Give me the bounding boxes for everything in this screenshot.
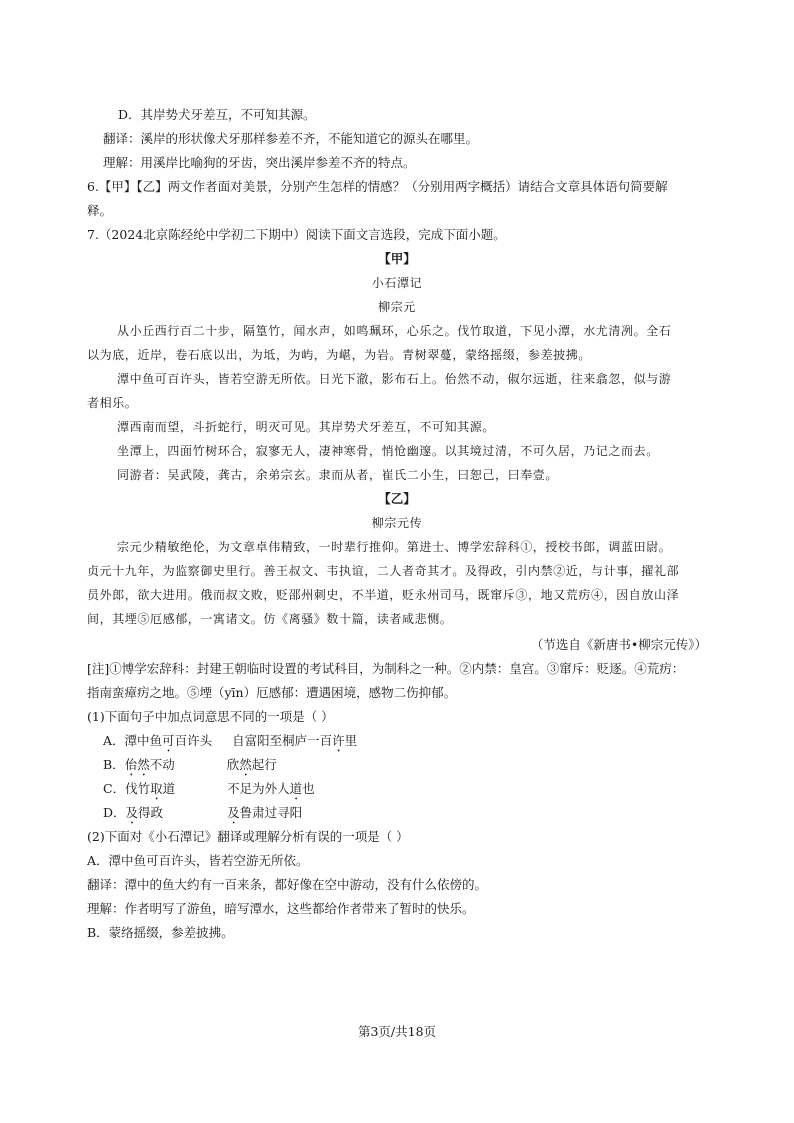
passage-yi-line: 间，其堙⑤厄感郁，一寓诸文。仿《离骚》数十篇，读者咸悲恻。: [87, 612, 453, 626]
subquestion-1-option-c: C．伐竹取道 不足为外人道也: [103, 781, 315, 796]
passage-jia-marker: 【甲】: [378, 251, 416, 266]
q5-option-d: D．其岸势犬牙差互，不可知其源。: [118, 107, 316, 122]
passage-yi-line: 员外郎，欲大进用。俄而叔文败，贬邵州刺史，不半道，贬永州司马，既窜斥③，地又荒疠④，因自放山泽: [87, 588, 680, 602]
subquestion-2-stem: (2)下面对《小石潭记》翻译或理解分析有误的一项是（ ）: [87, 829, 409, 844]
passage-jia-line: 潭西南而望，斗折蛇行，明灭可见。其岸势犬牙差互，不可知其源。: [117, 420, 496, 434]
passage-jia-author: 柳宗元: [378, 300, 416, 314]
q5-option-d-understanding: 理解：用溪岸比喻狗的牙齿，突出溪岸参差不齐的特点。: [103, 155, 416, 170]
question-7-intro: 7.（2024北京陈经纶中学初二下期中）阅读下面文言选段，完成下面小题。: [87, 227, 506, 242]
page-number: 第3页/共18页: [357, 1024, 437, 1039]
subquestion-2-option-b: B．蒙络摇缀，参差披拂。: [87, 925, 234, 940]
passage-jia-line: 潭中鱼可百许头，皆若空游无所依。日光下澈，影布石上。佁然不动，俶尔远逝，往来翕忽，似与游: [117, 372, 672, 386]
subquestion-1-option-b: B．佁然不动 欣然起行: [103, 757, 277, 772]
passage-jia-line: 坐潭上，四面竹树环合，寂寥无人，凄神寒骨，悄怆幽邃。以其境过清，不可久居，乃记之而去。: [117, 444, 659, 458]
subquestion-1-option-d: D．及得政 及鲁肃过寻阳: [103, 805, 303, 820]
subquestion-1-option-a: A．潭中鱼可百许头 自富阳至桐庐一百许里: [103, 733, 358, 748]
notes-line1: [注]①博学宏辞科：封建王朝临时设置的考试科目，为制科之一种。②内禁：皇宫。③窜斥：贬逐。④荒疠：: [87, 661, 685, 676]
passage-yi-line: 贞元十九年，为监察御史里行。善王叔文、韦执谊，二人者奇其才。及得政，引内禁②近，与计事，擢礼部: [87, 564, 680, 578]
question-6-line2: 释。: [87, 203, 113, 218]
passage-jia-line: 同游者：吴武陵，龚古，余弟宗玄。隶而从者，崔氏二小生，曰恕己，曰奉壹。: [117, 468, 559, 482]
passage-yi-title: 柳宗元传: [371, 516, 423, 530]
passage-yi-marker: 【乙】: [378, 491, 416, 506]
passage-yi-line: 宗元少精敏绝伦，为文章卓伟精致，一时辈行推仰。第进士、博学宏辞科①，授校书郎，调蓝田尉。: [117, 540, 672, 554]
passage-jia-title: 小石潭记: [371, 276, 423, 290]
subquestion-2-option-a-translation: 翻译：潭中的鱼大约有一百来条，都好像在空中游动，没有什么依傍的。: [87, 877, 488, 892]
q5-option-d-translation: 翻译：溪岸的形状像犬牙那样参差不齐，不能知道它的源头在哪里。: [103, 131, 479, 146]
question-6-line1: 6.【甲】【乙】两文作者面对美景，分别产生怎样的情感？（分别用两字概括）请结合文章具体语句简要解: [87, 179, 668, 194]
passage-jia-line: 从小丘西行百二十步，隔篁竹，闻水声，如鸣珮环，心乐之。伐竹取道，下见小潭，水尤清冽。全石: [117, 324, 672, 338]
subquestion-2-option-a: A．潭中鱼可百许头，皆若空游无所依。: [87, 853, 309, 868]
passage-yi-source: （节选自《新唐书•柳宗元传》）: [530, 637, 707, 652]
notes-line2: 指南蛮瘴疠之地。⑤堙（yīn）厄感郁：遭遇困境，感物二伤抑郁。: [87, 685, 457, 700]
passage-jia-line: 以为底，近岸，卷石底以出，为坻，为屿，为嵁，为岩。青树翠蔓，蒙络摇缀，参差披拂。: [87, 348, 592, 362]
subquestion-1-stem: (1)下面句子中加点词意思不同的一项是（ ）: [87, 709, 334, 724]
passage-jia-line: 者相乐。: [87, 396, 138, 410]
subquestion-2-option-a-understanding: 理解：作者明写了游鱼，暗写潭水，这些都给作者带来了暂时的快乐。: [87, 901, 475, 916]
